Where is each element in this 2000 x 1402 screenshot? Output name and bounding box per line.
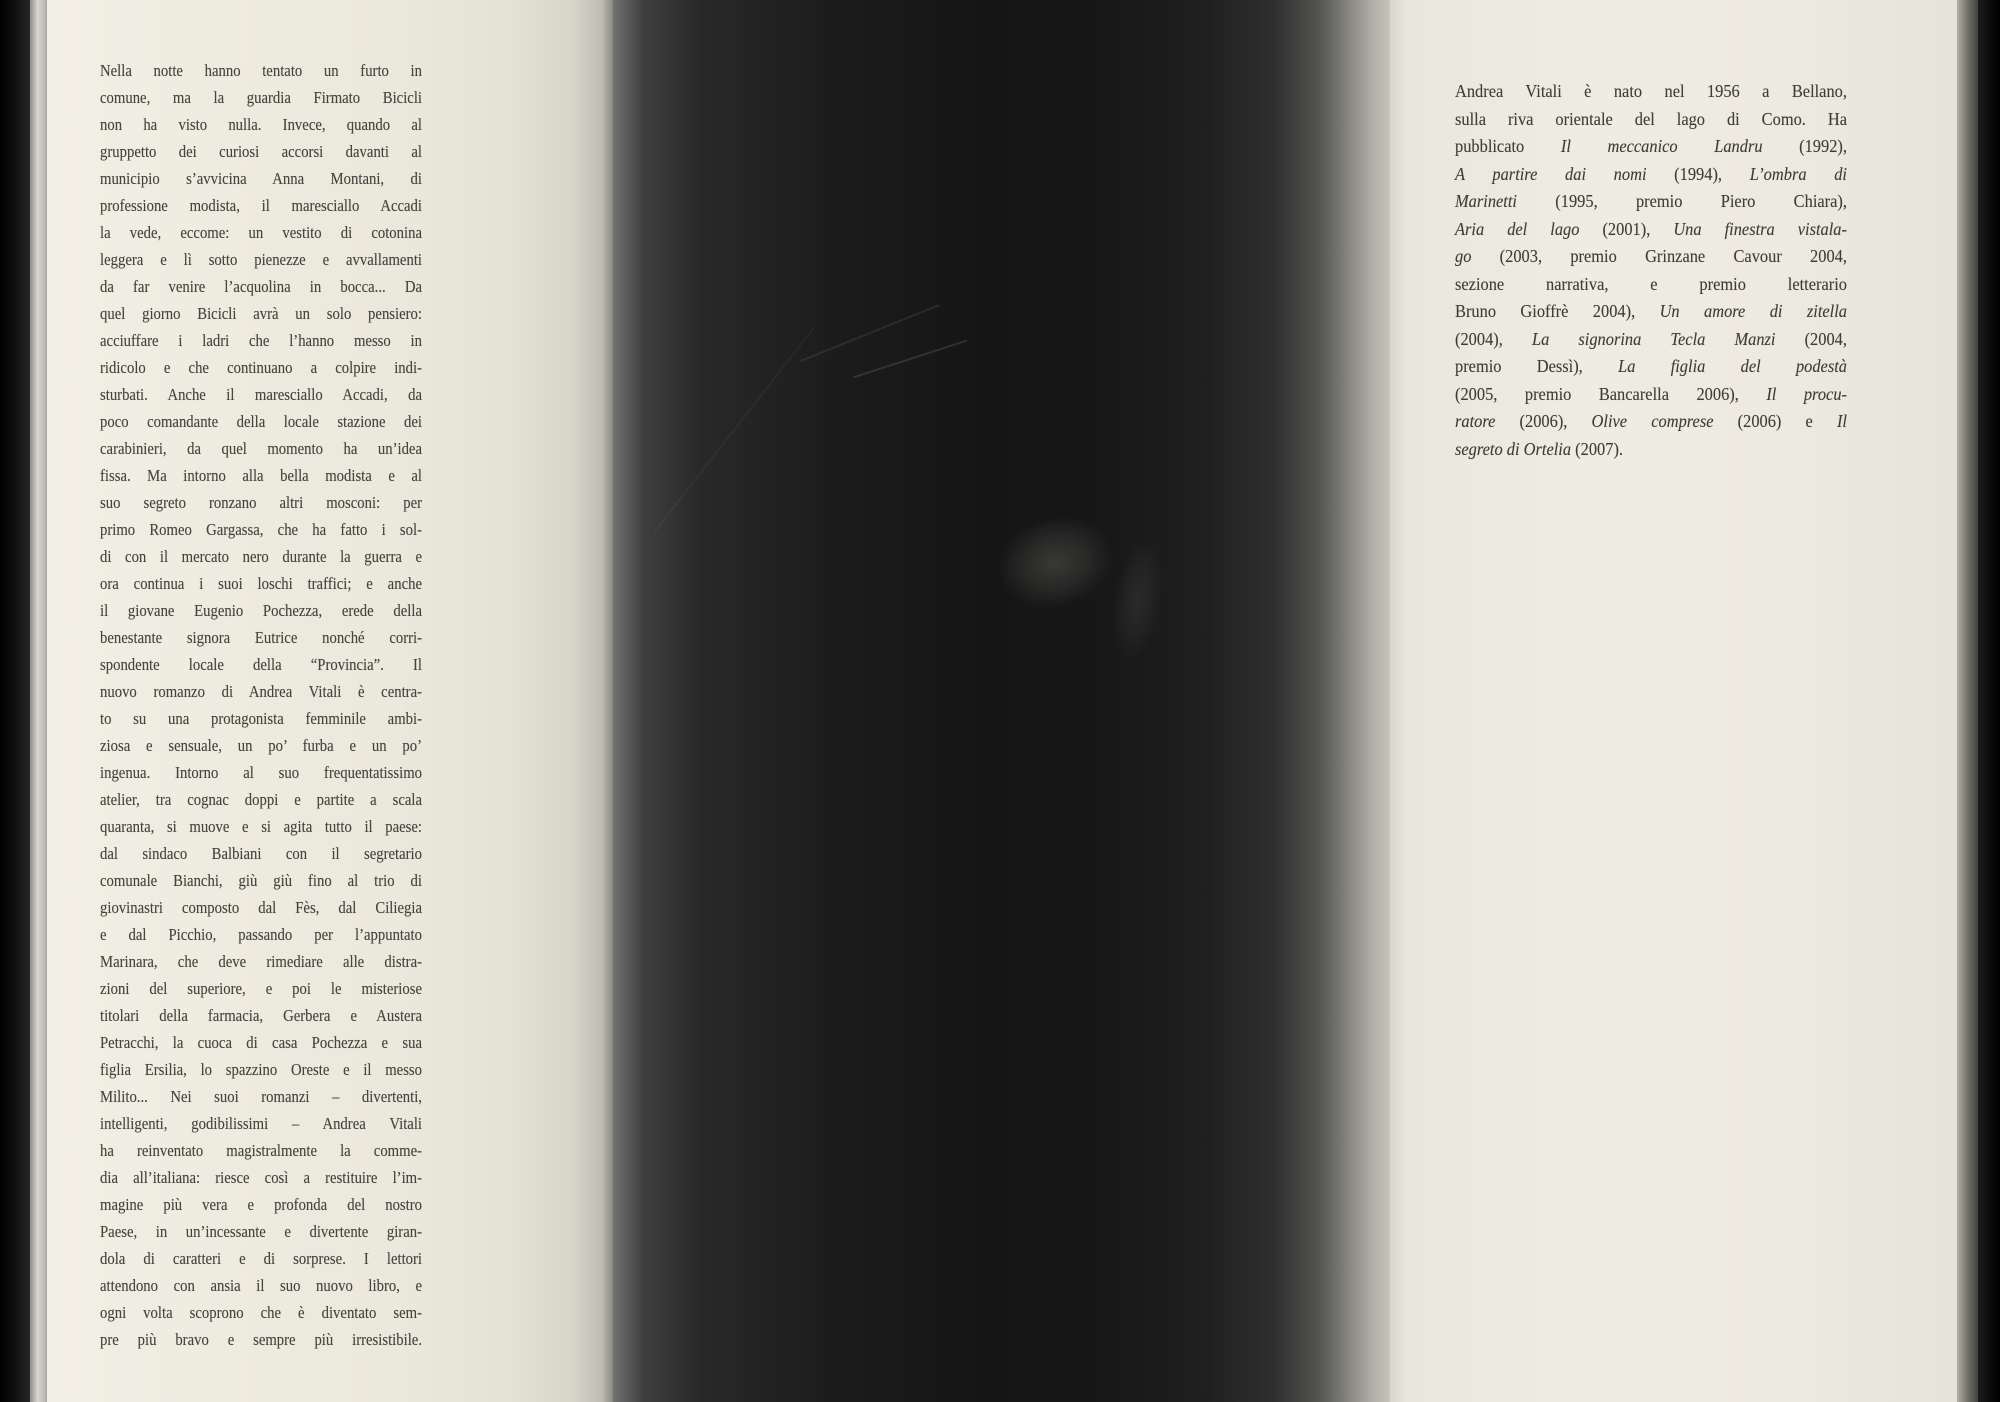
text-line: ridicolo e che continuano a colpire indi- <box>100 358 423 377</box>
text-line: to su una protagonista femminile ambi- <box>100 709 423 728</box>
book-title-italic: Il <box>1836 411 1847 431</box>
right-flap-page <box>1390 0 1957 1402</box>
left-flap-text <box>100 57 422 1353</box>
text-line <box>1455 216 1847 244</box>
scanner-background-left-edge <box>0 0 30 1402</box>
book-title-italic: A partire dai nomi <box>1455 163 1647 184</box>
text-line: comunale Bianchi, giù giù fino al trio di <box>100 871 423 890</box>
text-line: leggera e lì sotto pienezze e avvallamenti <box>100 250 423 269</box>
text-line <box>1455 408 1847 436</box>
text-line: la vede, eccome: un vestito di cotonina <box>100 223 423 242</box>
book-title-italic: segreto di Ortelia <box>1455 438 1572 459</box>
book-title-italic: Il meccanico Landru <box>1560 136 1763 156</box>
text-line: ha reinventato magistralmente la comme- <box>100 1141 423 1160</box>
text-segment: premio Dessì), <box>1455 356 1619 376</box>
scan-scratch-2 <box>853 340 968 379</box>
text-line: quel giorno Bicicli avrà un solo pensiero: <box>100 304 423 323</box>
text-line <box>1455 188 1847 216</box>
text-line <box>1455 326 1847 354</box>
book-title-italic: La figlia del podestà <box>1618 356 1847 376</box>
text-line: magine più vera e profonda del nostro <box>100 1195 423 1214</box>
text-line: fissa. Ma intorno alla bella modista e al <box>100 466 423 485</box>
page-edge-shadow-right <box>1957 0 1978 1402</box>
text-line: ziosa e sensuale, un po’ furba e un po’ <box>100 736 423 755</box>
text-line: intelligenti, godibilissimi – Andrea Vitali <box>100 1114 423 1133</box>
text-segment: (2006) e <box>1713 411 1837 431</box>
text-segment: Andrea Vitali è nato nel 1956 a Bellano, <box>1455 81 1847 101</box>
text-line: quaranta, si muove e si agita tutto il paese: <box>100 817 423 836</box>
text-line: titolari della farmacia, Gerbera e Austera <box>100 1006 423 1025</box>
text-line: Marinara, che deve rimediare alle distra- <box>100 952 423 971</box>
text-segment: sulla riva orientale del lago di Como. Ha <box>1455 108 1847 129</box>
text-line <box>1455 436 1847 464</box>
text-line: e dal Picchio, passando per l’appuntato <box>100 925 423 944</box>
text-line: sturbati. Anche il maresciallo Accadi, da <box>100 385 423 404</box>
text-segment: (1994), <box>1646 163 1750 184</box>
text-segment: pubblicato <box>1455 136 1561 156</box>
text-line: attendono con ansia il suo nuovo libro, e <box>100 1276 423 1295</box>
text-line: non ha visto nulla. Invece, quando al <box>100 115 423 134</box>
text-line: Nella notte hanno tentato un furto in <box>100 61 423 80</box>
text-line <box>1455 353 1847 381</box>
text-segment: Bruno Gioffrè 2004), <box>1455 301 1660 321</box>
text-line: benestante signora Eutrice nonché corri- <box>100 628 423 647</box>
text-line: Milito... Nei suoi romanzi – divertenti, <box>100 1087 423 1106</box>
text-line: poco comandante della locale stazione dei <box>100 412 423 431</box>
text-line: figlia Ersilia, lo spazzino Oreste e il messo <box>100 1060 423 1079</box>
book-title-italic: Un amore di zitella <box>1659 301 1847 321</box>
text-line: nuovo romanzo di Andrea Vitali è centra- <box>100 682 423 701</box>
book-title-italic: Il procu- <box>1766 383 1847 404</box>
text-segment: (2005, premio Bancarella 2006), <box>1455 383 1767 404</box>
text-line: primo Romeo Gargassa, che ha fatto i sol- <box>100 520 423 539</box>
text-line: il giovane Eugenio Pochezza, erede della <box>100 601 423 620</box>
text-line <box>1455 243 1847 271</box>
scan-scratch-3 <box>653 327 815 533</box>
text-line: Petracchi, la cuoca di casa Pochezza e sua <box>100 1033 423 1052</box>
text-line: pre più bravo e sempre più irresistibile. <box>100 1330 423 1349</box>
text-line: ogni volta scoprono che è diventato sem- <box>100 1303 423 1322</box>
text-line: comune, ma la guardia Firmato Bicicli <box>100 88 423 107</box>
text-line: dal sindaco Balbiani con il segretario <box>100 844 423 863</box>
text-line <box>1455 271 1847 299</box>
book-title-italic: Una finestra vistala- <box>1673 218 1847 239</box>
author-bio-text <box>1455 78 1847 463</box>
scanner-background-right-edge <box>1978 0 2000 1402</box>
text-segment: (2006), <box>1495 411 1592 431</box>
text-line: ora continua i suoi loschi traffici; e anche <box>100 574 423 593</box>
text-line: da far venire l’acquolina in bocca... Da <box>100 277 423 296</box>
book-title-italic: go <box>1455 246 1472 266</box>
text-line: dia all’italiana: riesce così a restituire l’im- <box>100 1168 423 1187</box>
gutter-shadow <box>613 0 1390 1402</box>
text-line <box>1455 78 1847 106</box>
text-segment: (2004), <box>1455 328 1532 349</box>
text-segment: (1992), <box>1762 136 1847 156</box>
page-edge-highlight-left <box>30 0 47 1402</box>
text-line <box>1455 298 1847 326</box>
text-line: acciuffare i ladri che l’hanno messo in <box>100 331 423 350</box>
text-segment: (2001), <box>1579 218 1674 239</box>
text-line <box>1455 106 1847 134</box>
text-segment: (1995, premio Piero Chiara), <box>1516 191 1847 211</box>
text-line: giovinastri composto dal Fès, dal Ciliegia <box>100 898 423 917</box>
text-line: ingenua. Intorno al suo frequentatissimo <box>100 763 423 782</box>
text-line: zioni del superiore, e poi le misteriose <box>100 979 423 998</box>
text-line: Paese, in un’incessante e divertente giran- <box>100 1222 423 1241</box>
book-title-italic: L’ombra di <box>1749 163 1847 184</box>
book-title-italic: Marinetti <box>1455 191 1517 211</box>
text-line: gruppetto dei curiosi accorsi davanti al <box>100 142 423 161</box>
text-line: municipio s’avvicina Anna Montani, di <box>100 169 423 188</box>
text-line <box>1455 381 1847 409</box>
book-title-italic: Olive comprese <box>1591 411 1714 431</box>
text-segment: (2007). <box>1571 438 1624 459</box>
text-line: carabinieri, da quel momento ha un’idea <box>100 439 423 458</box>
text-line: di con il mercato nero durante la guerra e <box>100 547 423 566</box>
text-line: professione modista, il maresciallo Accadi <box>100 196 423 215</box>
text-line: atelier, tra cognac doppi e partite a scala <box>100 790 423 809</box>
text-segment: (2003, premio Grinzane Cavour 2004, <box>1471 246 1847 266</box>
text-segment: sezione narrativa, e premio letterario <box>1455 273 1847 294</box>
text-line: suo segreto ronzano altri mosconi: per <box>100 493 423 512</box>
book-title-italic: La signorina Tecla Manzi <box>1531 328 1776 349</box>
scan-scratch-1 <box>800 304 940 362</box>
book-title-italic: ratore <box>1455 411 1496 431</box>
text-line: spondente locale della “Provincia”. Il <box>100 655 423 674</box>
left-flap-page <box>47 0 613 1402</box>
text-line: dola di caratteri e di sorprese. I lettori <box>100 1249 423 1268</box>
text-line <box>1455 161 1847 189</box>
text-segment: (2004, <box>1775 328 1847 349</box>
book-title-italic: Aria del lago <box>1455 218 1580 239</box>
text-line <box>1455 133 1847 161</box>
